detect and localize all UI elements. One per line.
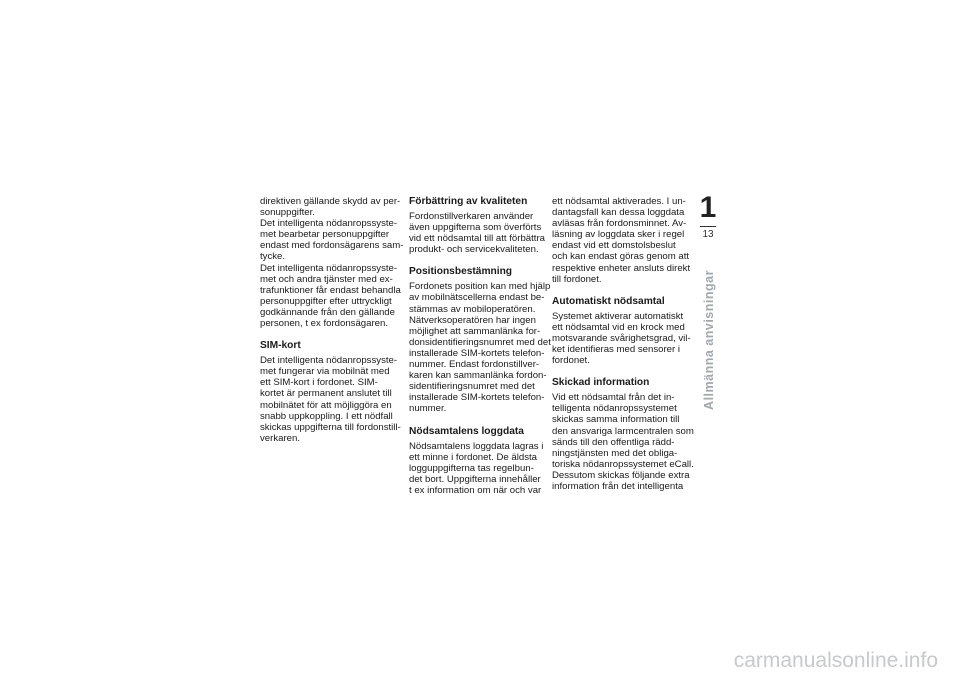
paragraph: Nödsamtalens loggdata lagras i ett minne i fordonet. De äldsta logguppgifterna tas regelbun- det bort. Uppgifterna innehåller t ex information om när och var	[409, 440, 544, 496]
section-heading: Positionsbestämning	[409, 266, 513, 278]
paragraph: Fordonstillverkaren använder även uppgifterna som överförts vid ett nödsamtal till att förbättra produkt- och servicekvaliteten.	[409, 211, 545, 256]
paragraph: direktiven gällande skydd av per- sonuppgifter.	[260, 196, 401, 219]
section-heading: Nödsamtalens loggdata	[409, 425, 524, 437]
paragraph: Fordonets position kan med hjälp av mobilnätscellerna endast be- stämmas av mobiloperatören. Nätverksoperatören har ingen möjlighet att sammanlänka for- donsidentifieringsnumret med det installerade SIM-kortets telefon- nummer. Endast fordonstillver- karen kan sammanlänka fordon- sidentifieringsnumret med det installerade SIM-kortets telefon- nummer.	[409, 281, 551, 415]
paragraph: Det intelligenta nödanropssyste- met bearbetar personuppgifter endast med fordonsägarens sam- tycke.	[260, 218, 404, 263]
section-heading: Skickad information	[552, 377, 650, 389]
section-heading: SIM-kort	[260, 340, 301, 352]
watermark: carmanualsonline.info	[733, 649, 938, 672]
text-column-1	[260, 196, 412, 444]
paragraph: Det intelligenta nödanropssyste- met fungerar via mobilnät med ett SIM-kort i fordonet. SIM- kortet är permanent anslutet till mobilnätet för att möjliggöra en snabb uppkoppling. I ett nödfall skickas uppgifterna till fordonstill- verkaren.	[260, 355, 401, 444]
paragraph: Systemet aktiverar automatiskt ett nödsamtal vid en krock med motsvarande svårighetsgrad, vil- ket identifieras med sensorer i fordonet.	[552, 310, 691, 367]
text-column-2	[409, 196, 561, 496]
paragraph: Det intelligenta nödanropssyste- met och andra tjänster med ex- trafunktioner får endast behandla personuppgifter efter uttryckligt godkännande från den gällande personen, t ex fordonsägaren.	[260, 262, 401, 330]
paragraph: Vid ett nödsamtal från det in- telligenta nödanropssystemet skickas samma information till den ansvariga larmcentralen som sänds till den offentliga rädd- ningstjänsten med det obliga- toriska nödanropssystemet eCall. Dessutom skickas följande extra information från det intelligenta	[552, 392, 694, 492]
section-heading: Förbättring av kvaliteten	[409, 196, 528, 207]
text-column-3	[552, 196, 704, 492]
chapter-number: 1	[699, 191, 717, 224]
chapter-divider	[700, 226, 716, 227]
page-number: 13	[702, 229, 714, 240]
paragraph: ett nödsamtal aktiverades. I un- dantagsfall kan dessa loggdata avläsas från fordonsminnet. Av- läsning av loggdata sker i regel endast vid ett domstolsbeslut och kan endast göras genom att respektive enheter ansluts direkt till fordonet.	[552, 196, 691, 285]
chapter-title: Allmänna anvisningar	[702, 270, 716, 410]
section-heading: Automatiskt nödsamtal	[552, 295, 665, 307]
